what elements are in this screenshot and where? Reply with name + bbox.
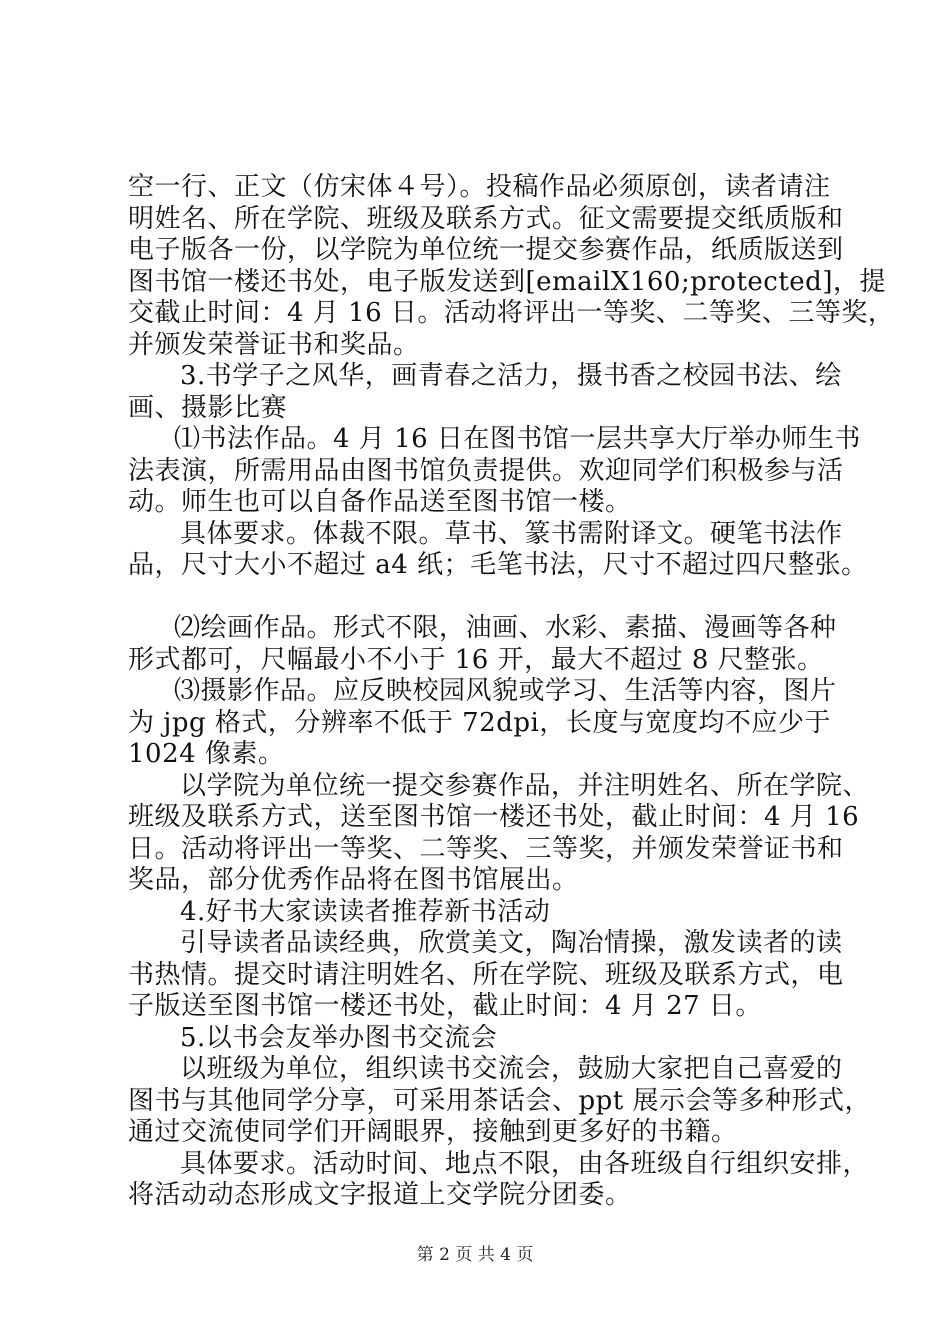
text-line: 具体要求。活动时间、地点不限，由各班级自行组织安排， (180, 1148, 870, 1179)
text-line: 子版送至图书馆一楼还书处，截止时间：4 月 27 日。 (128, 991, 762, 1021)
text-line: 交截止时间：4 月 16 日。活动将评出一等奖、二等奖、三等奖， (128, 298, 895, 328)
text-line: 明姓名、所在学院、班级及联系方式。征文需要提交纸质版和 (128, 203, 844, 234)
page-footer: 第 2 页 共 4 页 (416, 1245, 534, 1265)
section-heading: 5.以书会友举办图书交流会 (180, 1022, 498, 1053)
text-line: 1024 像素。 (128, 739, 285, 769)
text-line: 日。活动将评出一等奖、二等奖、三等奖，并颁发荣誉证书和 (128, 833, 844, 864)
section-heading: 3.书学子之风华，画青春之活力，摄书香之校园书法、绘 (180, 361, 842, 391)
section-heading: 4.好书大家读读者推荐新书活动 (180, 896, 551, 927)
text-line: 将活动动态形成文字报道上交学院分团委。 (128, 1180, 632, 1210)
text-line: 通过交流使同学们开阔眼界，接触到更多好的书籍。 (128, 1117, 738, 1147)
text-line: 空一行、正文（仿宋体４号）。投稿作品必须原创，读者请注 (128, 172, 831, 202)
text-line: 书热情。提交时请注明姓名、所在学院、班级及联系方式，电 (128, 959, 844, 990)
text-line: 具体要求。体裁不限。草书、篆书需附译文。硬笔书法作 (180, 518, 843, 549)
text-line: 动。师生也可以自备作品送至图书馆一楼。 (128, 487, 632, 517)
text-line: 图书馆一楼还书处，电子版发送到[emailX160;protected]，提 (128, 266, 886, 297)
text-line: 形式都可，尺幅最小不小于 16 开，最大不超过 8 尺整张。 (128, 644, 824, 675)
text-line: 以班级为单位，组织读书交流会，鼓励大家把自己喜爱的 (180, 1054, 843, 1084)
document-body (128, 172, 895, 1212)
text-line: 图书与其他同学分享，可采用茶话会、ppt 展示会等多种形式， (128, 1085, 872, 1116)
blank-line (128, 582, 840, 614)
text-line: 并颁发荣誉证书和奖品。 (128, 329, 420, 360)
text-line: 电子版各一份，以学院为单位统一提交参赛作品，纸质版送到 (128, 235, 844, 265)
text-line: 为 jpg 格式，分辨率不低于 72dpi，长度与宽度均不应少于 (128, 707, 831, 738)
text-line: 奖品，部分优秀作品将在图书馆展出。 (128, 865, 579, 895)
text-line: ⑴书法作品。4 月 16 日在图书馆一层共享大厅举办师生书 (174, 424, 861, 454)
text-line: 画、摄影比赛 (128, 392, 288, 423)
text-line: ⑶摄影作品。应反映校园风貌或学习、生活等内容，图片 (174, 676, 837, 706)
text-line: 法表演，所需用品由图书馆负责提供。欢迎同学们积极参与活 (128, 455, 844, 486)
text-line: ⑵绘画作品。形式不限，油画、水彩、素描、漫画等各种 (174, 613, 837, 643)
text-line: 品，尺寸大小不超过 a4 纸；毛笔书法，尺寸不超过四尺整张。 (128, 550, 868, 580)
text-line: 引导读者品读经典，欣赏美文，陶冶情操，激发读者的读 (180, 928, 843, 958)
text-line: 以学院为单位统一提交参赛作品，并注明姓名、所在学院、 (180, 770, 870, 801)
text-line: 班级及联系方式，送至图书馆一楼还书处，截止时间：4 月 16 (128, 802, 860, 832)
